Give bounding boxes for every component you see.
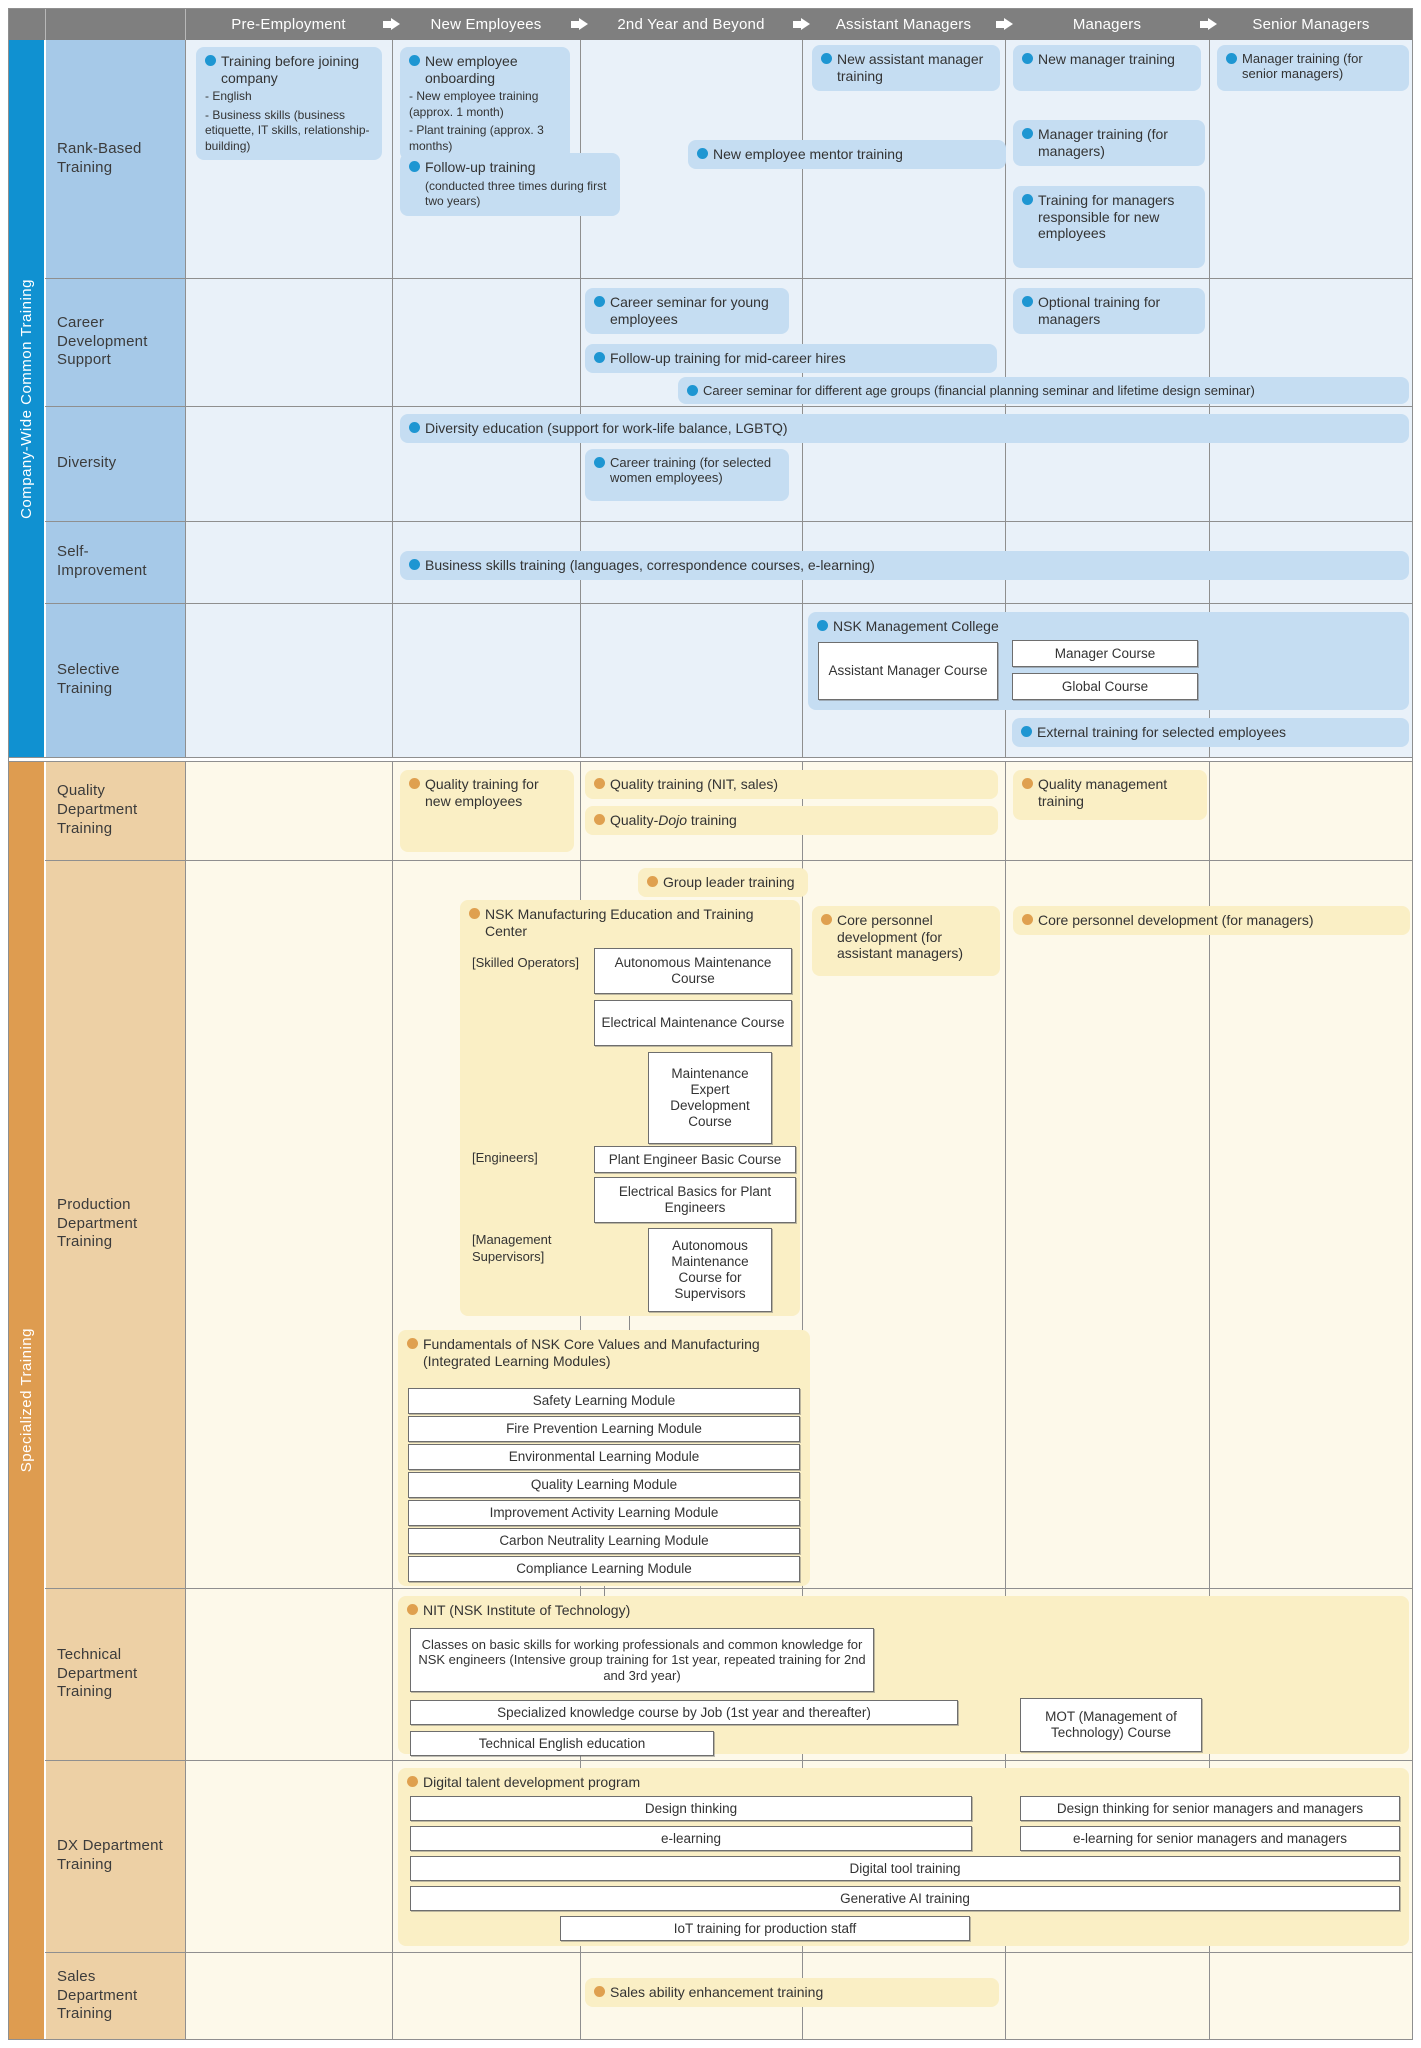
carbon-neutrality-learning-module-box: Carbon Neutrality Learning Module: [408, 1528, 800, 1554]
bullet-icon: [409, 559, 420, 570]
bullet-icon: [409, 422, 420, 433]
stage-arrow-icon: [1200, 18, 1217, 30]
grid-line: [185, 761, 186, 2040]
box-title: Optional training for managers: [1038, 294, 1161, 327]
manager-training-senior-box: [1217, 45, 1409, 91]
career-seminar-young-box: [585, 288, 789, 334]
grid-line: [45, 406, 1413, 407]
e-learning-box: e-learning: [410, 1826, 972, 1851]
grid-line: [185, 40, 186, 757]
box-title: New assistant manager training: [837, 51, 984, 84]
generative-ai-training-box: Generative AI training: [410, 1886, 1400, 1911]
bullet-icon: [1022, 128, 1033, 139]
stage-managers: Managers: [1072, 15, 1142, 33]
safety-learning-module-box: Safety Learning Module: [408, 1388, 800, 1414]
box-title: Quality management training: [1038, 776, 1168, 809]
manager-training-for-managers-box: [1013, 120, 1205, 166]
grid-line: [580, 40, 581, 757]
nit-classes-box: Classes on basic skills for working professionals and common knowledge for NSK engineers (Intensive group training for 1st year, repeated training for 2nd and 3rd year): [410, 1628, 874, 1692]
quality-training-new-employees-box: [400, 770, 574, 852]
training-managers-new-employees-box: [1013, 186, 1205, 268]
stage-2nd-year: 2nd Year and Beyond: [617, 15, 765, 33]
connector-line: [629, 1316, 630, 1330]
electrical-maintenance-course-box: Electrical Maintenance Course: [594, 1000, 792, 1046]
bullet-icon: [409, 55, 420, 66]
quality-dojo-training-box: [585, 806, 998, 835]
bullet-icon: [1226, 53, 1237, 64]
bullet-icon: [409, 161, 420, 172]
bullet-icon: [697, 148, 708, 159]
plant-engineer-basic-course-box: Plant Engineer Basic Course: [594, 1146, 796, 1173]
bullet-icon: [817, 620, 828, 631]
core-personnel-assistant-managers-box: [812, 906, 1000, 976]
maintenance-expert-course-box: Maintenance Expert Development Course: [648, 1052, 772, 1144]
external-training-box: [1012, 718, 1409, 747]
group-common-training: [8, 40, 45, 757]
quality-learning-module-box: Quality Learning Module: [408, 1472, 800, 1498]
stage-pre-employment: Pre-Employment: [231, 15, 346, 33]
grid-line: [45, 1952, 1413, 1953]
box-title: Digital talent development program: [423, 1774, 641, 1790]
group-leader-training-box: [638, 868, 808, 897]
box-subitem: (conducted three times during first two years): [425, 178, 607, 209]
stage-arrow-icon: [996, 18, 1013, 30]
iot-training-box: IoT training for production staff: [560, 1916, 970, 1941]
box-title: Sales ability enhancement training: [610, 1984, 824, 2000]
grid-line: [45, 521, 1413, 522]
box-title: New employee onboarding: [425, 53, 518, 86]
bullet-icon: [821, 53, 832, 64]
bullet-icon: [821, 914, 832, 925]
bullet-icon: [594, 352, 605, 363]
grid-line: [45, 603, 1413, 604]
quality-training-nit-sales-box: [585, 770, 998, 799]
row-label-career-development: Career Development Support: [57, 313, 148, 369]
mot-course-box: MOT (Management of Technology) Course: [1020, 1698, 1202, 1752]
bullet-icon: [594, 457, 605, 468]
quality-management-training-box: [1013, 770, 1207, 820]
fire-prevention-learning-module-box: Fire Prevention Learning Module: [408, 1416, 800, 1442]
diversity-education-box: [400, 414, 1409, 443]
global-course-box: Global Course: [1012, 673, 1198, 700]
follow-up-training-box: [400, 153, 620, 216]
dojo-italic: Dojo: [658, 812, 688, 828]
row-label-selective: Selective Training: [57, 661, 120, 697]
box-title: Career training (for selected women employees): [610, 455, 772, 486]
stage-arrow-icon: [383, 18, 400, 30]
box-title: Manager training (for managers): [1038, 126, 1168, 159]
box-title: NSK Management College: [833, 618, 999, 634]
grid-line: [8, 761, 1413, 762]
bullet-icon: [469, 908, 480, 919]
box-title: Fundamentals of NSK Core Values and Manufacturing (Integrated Learning Modules): [423, 1336, 760, 1369]
stage-senior-managers: Senior Managers: [1252, 15, 1370, 33]
compliance-learning-module-box: Compliance Learning Module: [408, 1556, 800, 1582]
bullet-icon: [407, 1604, 418, 1615]
career-training-women-box: [585, 449, 789, 501]
stage-assistant-managers: Assistant Managers: [835, 15, 972, 33]
box-subitem: - Business skills (business etiquette, IT skills, relationship-building): [205, 107, 370, 153]
grid-line: [45, 1760, 1413, 1761]
stage-header-bar: [8, 8, 1413, 40]
bullet-icon: [647, 876, 658, 887]
skilled-operators-label: [Skilled Operators]: [472, 955, 579, 970]
electrical-basics-plant-engineers-box: Electrical Basics for Plant Engineers: [594, 1177, 796, 1223]
career-seminar-age-groups-box: [678, 377, 1409, 404]
box-title: Quality training for new employees: [425, 776, 539, 809]
assistant-manager-course-box: Assistant Manager Course: [818, 642, 998, 700]
grid-line: [392, 761, 393, 2040]
row-label-production-dept: Production Department Training: [57, 1195, 138, 1251]
design-thinking-senior-box: Design thinking for senior managers and managers: [1020, 1796, 1400, 1821]
stage-new-employees: New Employees: [430, 15, 542, 33]
bullet-icon: [205, 55, 216, 66]
stage-arrow-icon: [793, 18, 810, 30]
grid-line: [45, 1588, 1413, 1589]
new-employee-onboarding-box: [400, 47, 570, 160]
row-label-self-improvement: Self-Improvement: [57, 543, 147, 579]
connector-line: [604, 1586, 605, 1596]
technical-english-education-box: Technical English education: [410, 1731, 714, 1756]
dojo-pre: Quality-: [610, 812, 659, 828]
manager-course-box: Manager Course: [1012, 640, 1198, 667]
bullet-icon: [594, 814, 605, 825]
box-title: Training for managers responsible for new employees: [1038, 192, 1175, 242]
improvement-activity-learning-module-box: Improvement Activity Learning Module: [408, 1500, 800, 1526]
box-title: External training for selected employees: [1037, 724, 1287, 740]
optional-training-managers-box: [1013, 288, 1205, 334]
box-title: NSK Manufacturing Education and Training Center: [485, 906, 754, 939]
bullet-icon: [409, 778, 420, 789]
box-subitem: - New employee training (approx. 1 month): [409, 89, 539, 119]
group-common-label: Company-Wide Common Training: [18, 278, 35, 519]
box-subitem: - English: [205, 89, 252, 104]
autonomous-maintenance-supervisors-box: Autonomous Maintenance Course for Supervisors: [648, 1228, 772, 1312]
row-label-quality-dept: Quality Department Training: [57, 782, 138, 837]
management-supervisors-label: [Management Supervisors]: [472, 1232, 552, 1264]
box-title: NIT (NSK Institute of Technology): [423, 1602, 631, 1618]
digital-tool-training-box: Digital tool training: [410, 1856, 1400, 1881]
autonomous-maintenance-course-box: Autonomous Maintenance Course: [594, 948, 792, 994]
grid-line: [45, 860, 1413, 861]
grid-line: [8, 757, 1413, 758]
row-label-technical-dept: Technical Department Training: [57, 1645, 138, 1701]
box-title: Training before joining company: [221, 53, 360, 86]
box-title: Career seminar for different age groups (financial planning seminar and lifetime design seminar): [703, 383, 1255, 398]
business-skills-training-box: [400, 551, 1409, 580]
box-title: Manager training (for senior managers): [1242, 51, 1363, 82]
new-manager-training-box: [1013, 45, 1201, 91]
bullet-icon: [1022, 194, 1033, 205]
box-title: Diversity education (support for work-life balance, LGBTQ): [425, 420, 788, 436]
bullet-icon: [407, 1776, 418, 1787]
new-assistant-manager-training-box: [812, 45, 1000, 91]
design-thinking-box: Design thinking: [410, 1796, 972, 1821]
group-specialized-label: Specialized Training: [18, 1328, 35, 1473]
bullet-icon: [1022, 53, 1033, 64]
box-title: Business skills training (languages, correspondence courses, e-learning): [425, 557, 875, 573]
group-specialized-training: [8, 761, 45, 2040]
box-title: Career seminar for young employees: [610, 294, 769, 327]
grid-line: [45, 278, 1413, 279]
environmental-learning-module-box: Environmental Learning Module: [408, 1444, 800, 1470]
sales-ability-training-box: [585, 1978, 999, 2007]
bullet-icon: [687, 385, 698, 396]
box-title: Quality training (NIT, sales): [610, 776, 779, 792]
bullet-icon: [594, 1986, 605, 1997]
grid-line: [392, 40, 393, 757]
box-title: New employee mentor training: [713, 146, 903, 162]
bullet-icon: [1022, 296, 1033, 307]
bullet-icon: [1022, 914, 1033, 925]
new-employee-mentor-training-box: [688, 140, 1006, 169]
row-label-diversity: Diversity: [57, 454, 117, 472]
box-title: Core personnel development (for managers): [1038, 912, 1314, 928]
box-title: Core personnel development (for assistant managers): [837, 912, 964, 962]
bullet-icon: [594, 778, 605, 789]
engineers-label: [Engineers]: [472, 1150, 538, 1165]
header-separator: [45, 8, 46, 40]
bullet-icon: [1021, 726, 1032, 737]
box-title: Follow-up training: [425, 159, 536, 175]
e-learning-senior-box: e-learning for senior managers and managers: [1020, 1826, 1400, 1851]
stage-arrow-icon: [571, 18, 588, 30]
dojo-post: training: [687, 812, 737, 828]
box-title: [610, 812, 737, 829]
row-label-dx-dept: DX Department Training: [57, 1837, 163, 1873]
row-label-sales-dept: Sales Department Training: [57, 1967, 138, 2023]
specialized-knowledge-course-box: Specialized knowledge course by Job (1st year and thereafter): [410, 1700, 958, 1725]
bullet-icon: [594, 296, 605, 307]
bullet-icon: [407, 1338, 418, 1349]
box-title: New manager training: [1038, 51, 1175, 67]
box-title: Follow-up training for mid-career hires: [610, 350, 846, 366]
follow-up-mid-career-box: [585, 344, 997, 373]
training-before-joining-box: [196, 47, 382, 160]
row-label-rank-based: Rank-Based Training: [57, 140, 142, 176]
bullet-icon: [1022, 778, 1033, 789]
box-title: Group leader training: [663, 874, 795, 890]
box-subitem: - Plant training (approx. 3 months): [409, 123, 544, 153]
core-personnel-managers-box: [1013, 906, 1410, 935]
